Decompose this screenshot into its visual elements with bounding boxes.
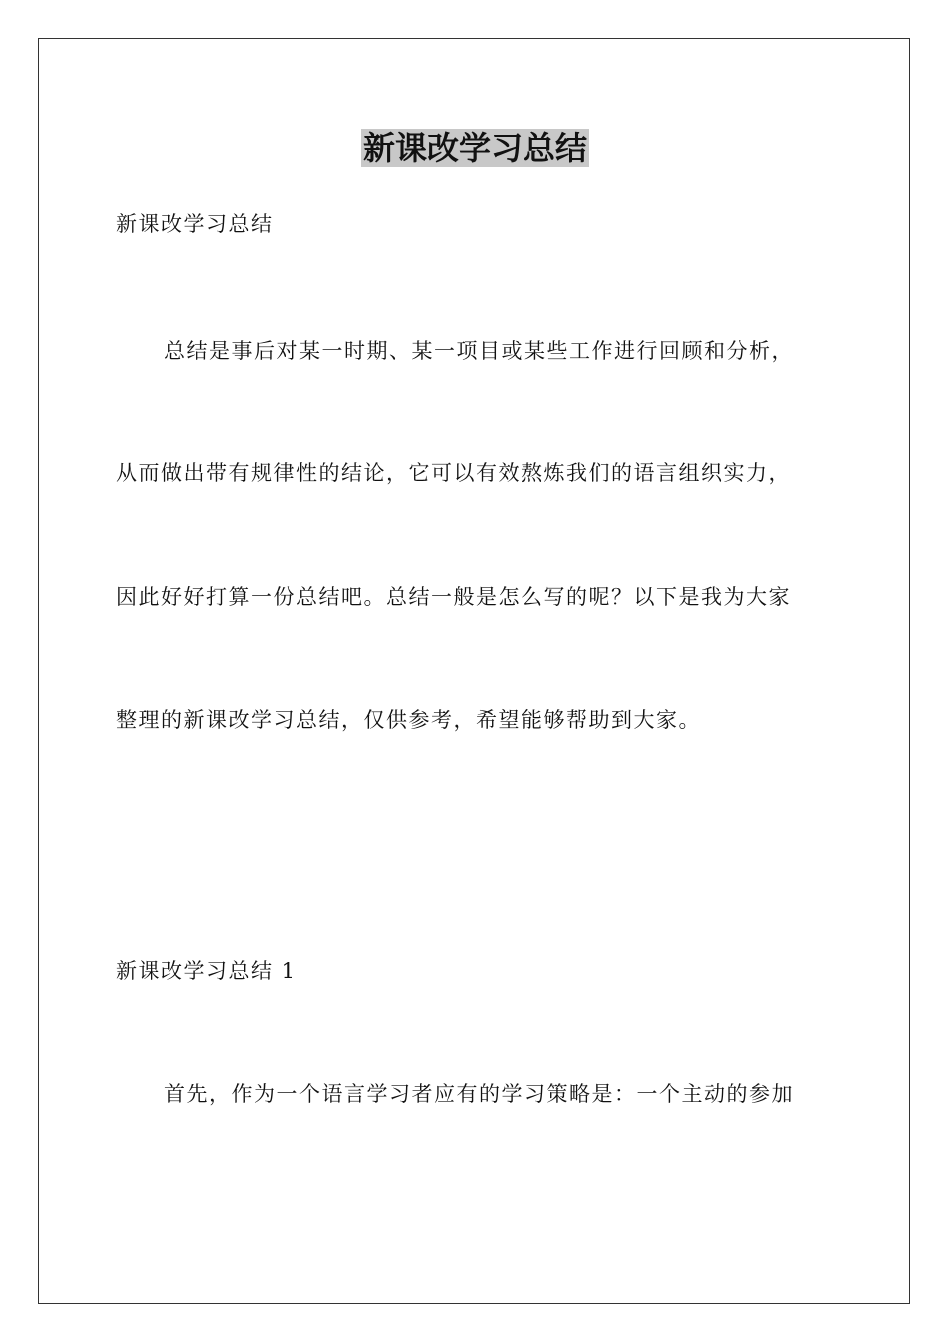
intro-line-1: 总结是事后对某一时期、某一项目或某些工作进行回顾和分析，	[164, 339, 794, 363]
section-heading: 新课改学习总结 1	[116, 959, 297, 983]
intro-line-3: 因此好好打算一份总结吧。总结一般是怎么写的呢？以下是我为大家	[116, 585, 791, 609]
intro-line-2: 从而做出带有规律性的结论，它可以有效熬炼我们的语言组织实力，	[116, 461, 791, 485]
intro-line-4: 整理的新课改学习总结，仅供参考，希望能够帮助到大家。	[116, 708, 701, 732]
document-title-text: 新课改学习总结	[362, 129, 587, 167]
document-title	[0, 128, 950, 168]
section-body-line-1: 首先，作为一个语言学习者应有的学习策略是：一个主动的参加	[164, 1082, 794, 1106]
document-subtitle: 新课改学习总结	[116, 212, 274, 236]
